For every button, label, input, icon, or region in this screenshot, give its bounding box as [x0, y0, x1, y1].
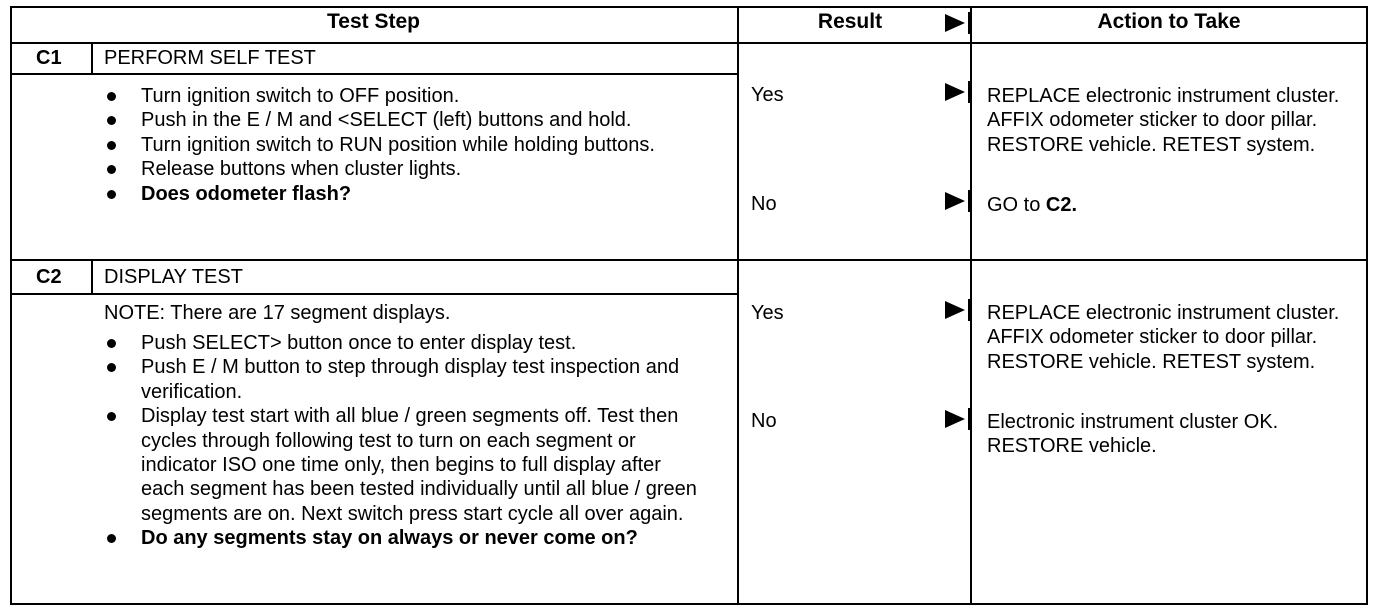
- action-text: REPLACE electronic instrument cluster. AFFIX odometer sticker to door pillar. RESTORE vehicle. RETEST system.: [987, 85, 1340, 156]
- header-test-step: Test Step: [327, 10, 420, 33]
- table-left-border: [10, 6, 12, 605]
- action-step-link: C2.: [1045, 194, 1078, 216]
- result-yes: Yes: [751, 84, 784, 106]
- header-arrow-icon: [945, 14, 965, 32]
- table-bottom-border: [10, 603, 1368, 605]
- step-note: NOTE: There are 17 segment displays.: [104, 302, 451, 324]
- result-arrow-icon: [945, 83, 965, 101]
- c1-title-underline: [10, 73, 738, 75]
- bullet-item: Turn ignition switch to OFF position.: [104, 84, 674, 108]
- bullet-item: Display test start with all blue / green segments off. Test then cycles through following test to turn on each segment or indicator ISO one time only, then begins to full display after each segment has been tested individually until all blue / green segments are on. Next switch press start cycle all over again.: [104, 404, 704, 526]
- header-action: Action to Take: [1097, 10, 1241, 33]
- action-text: REPLACE electronic instrument cluster. AFFIX odometer sticker to door pillar. RESTORE vehicle. RETEST system.: [987, 302, 1340, 373]
- result-arrow-tick: [968, 190, 970, 212]
- action-text: Electronic instrument cluster OK. RESTORE vehicle.: [987, 411, 1279, 458]
- table-top-border: [10, 6, 1368, 8]
- row-divider: [10, 259, 1368, 261]
- step-title: DISPLAY TEST: [104, 266, 243, 288]
- action-column-divider: [970, 6, 972, 605]
- result-no: No: [751, 193, 777, 215]
- step-id: C2: [36, 266, 62, 288]
- action-prefix: GO to: [987, 194, 1046, 216]
- result-arrow-icon: [945, 301, 965, 319]
- result-arrow-icon: [945, 192, 965, 210]
- bullet-question: Do any segments stay on always or never come on?: [104, 526, 704, 550]
- bullet-item: Release buttons when cluster lights.: [104, 157, 674, 181]
- bullet-item: Push SELECT> button once to enter display test.: [104, 331, 704, 355]
- header-bottom-border: [10, 42, 1368, 44]
- action-text: [987, 193, 1367, 217]
- header-arrow-tick: [968, 12, 970, 34]
- c2-title-underline: [10, 293, 738, 295]
- c1-id-divider: [91, 42, 93, 75]
- header-result: Result: [817, 10, 883, 33]
- bullet-item: Turn ignition switch to RUN position while holding buttons.: [104, 133, 674, 157]
- step-id: C1: [36, 47, 62, 69]
- step-bullet-list: [104, 331, 704, 551]
- result-column-divider: [737, 6, 739, 605]
- bullet-question: Does odometer flash?: [104, 182, 674, 206]
- c2-id-divider: [91, 259, 93, 295]
- result-yes: Yes: [751, 302, 784, 324]
- step-bullet-list: [104, 84, 674, 206]
- result-arrow-tick: [968, 408, 970, 430]
- result-no: No: [751, 410, 777, 432]
- bullet-item: Push in the E / M and <SELECT (left) buttons and hold.: [104, 108, 674, 132]
- bullet-item: Push E / M button to step through display test inspection and verification.: [104, 355, 704, 404]
- result-arrow-tick: [968, 81, 970, 103]
- result-arrow-icon: [945, 410, 965, 428]
- step-title: PERFORM SELF TEST: [104, 47, 316, 69]
- result-arrow-tick: [968, 299, 970, 321]
